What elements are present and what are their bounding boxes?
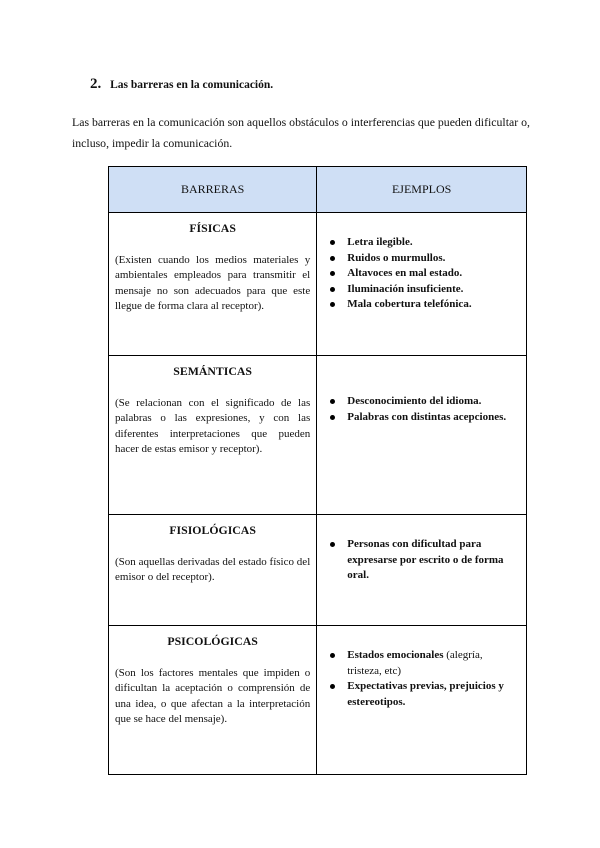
intro-paragraph: Las barreras en la comunicación son aquellos obstáculos o interferencias que pueden dificultar o, incluso, impedir la comunicación. (72, 115, 530, 150)
examples-cell (317, 515, 527, 626)
barriers-table (108, 166, 527, 775)
section-heading (90, 76, 273, 93)
examples-cell (317, 213, 527, 356)
barrier-description: (Existen cuando los medios materiales y ambientales empleados para transmitir el mensaje no son adecuados para que este llegue de forma clara al receptor). (115, 253, 311, 312)
list-item: Altavoces en mal estado. (327, 266, 518, 282)
examples-list (327, 394, 518, 425)
table-row (109, 356, 527, 515)
examples-cell (317, 356, 527, 515)
examples-cell (317, 626, 527, 775)
list-item: Letra ilegible. (327, 235, 518, 251)
barrier-cell (109, 515, 317, 626)
list-item: Desconocimiento del idioma. (327, 394, 518, 410)
table-header-row (109, 167, 527, 213)
list-item: Iluminación insuficiente. (327, 282, 518, 298)
barrier-title: FISIOLÓGICAS (169, 523, 256, 537)
header-ejemplos: EJEMPLOS (317, 167, 527, 213)
list-item (327, 648, 518, 679)
list-item: Mala cobertura telefónica. (327, 297, 518, 313)
barrier-title: PSICOLÓGICAS (167, 634, 258, 648)
barrier-cell (109, 213, 317, 356)
barrier-description: (Son aquellas derivadas del estado físico del emisor o del receptor). (115, 555, 311, 583)
barrier-cell (109, 626, 317, 775)
examples-list (327, 537, 518, 584)
examples-list (327, 235, 518, 313)
table-row (109, 515, 527, 626)
section-title: Las barreras en la comunicación. (110, 79, 274, 91)
table-row (109, 213, 527, 356)
header-barreras: BARRERAS (109, 167, 317, 213)
barrier-description: (Son los factores mentales que impiden o dificultan la aceptación o comprensión de una idea, o que afectan a la interpretación que se hace del mensaje). (115, 666, 311, 725)
barrier-description: (Se relacionan con el significado de las palabras o las expresiones, y con las diferentes interpretaciones que pueden hacer de estas emisor y receptor). (115, 396, 311, 455)
barrier-title: FÍSICAS (189, 221, 236, 235)
section-number: 2. (90, 76, 102, 92)
list-item: Ruidos o murmullos. (327, 251, 518, 267)
barrier-title: SEMÁNTICAS (173, 364, 252, 378)
list-item: Personas con dificultad para expresarse por escrito o de forma oral. (327, 537, 518, 584)
example-light: (alegría, tristeza, etc) (347, 649, 483, 677)
table-row (109, 626, 527, 775)
barrier-cell (109, 356, 317, 515)
example-bold: Estados emocionales (347, 649, 447, 661)
list-item: Expectativas previas, prejuicios y estereotipos. (327, 679, 518, 710)
examples-list (327, 648, 518, 710)
list-item: Palabras con distintas acepciones. (327, 410, 518, 426)
